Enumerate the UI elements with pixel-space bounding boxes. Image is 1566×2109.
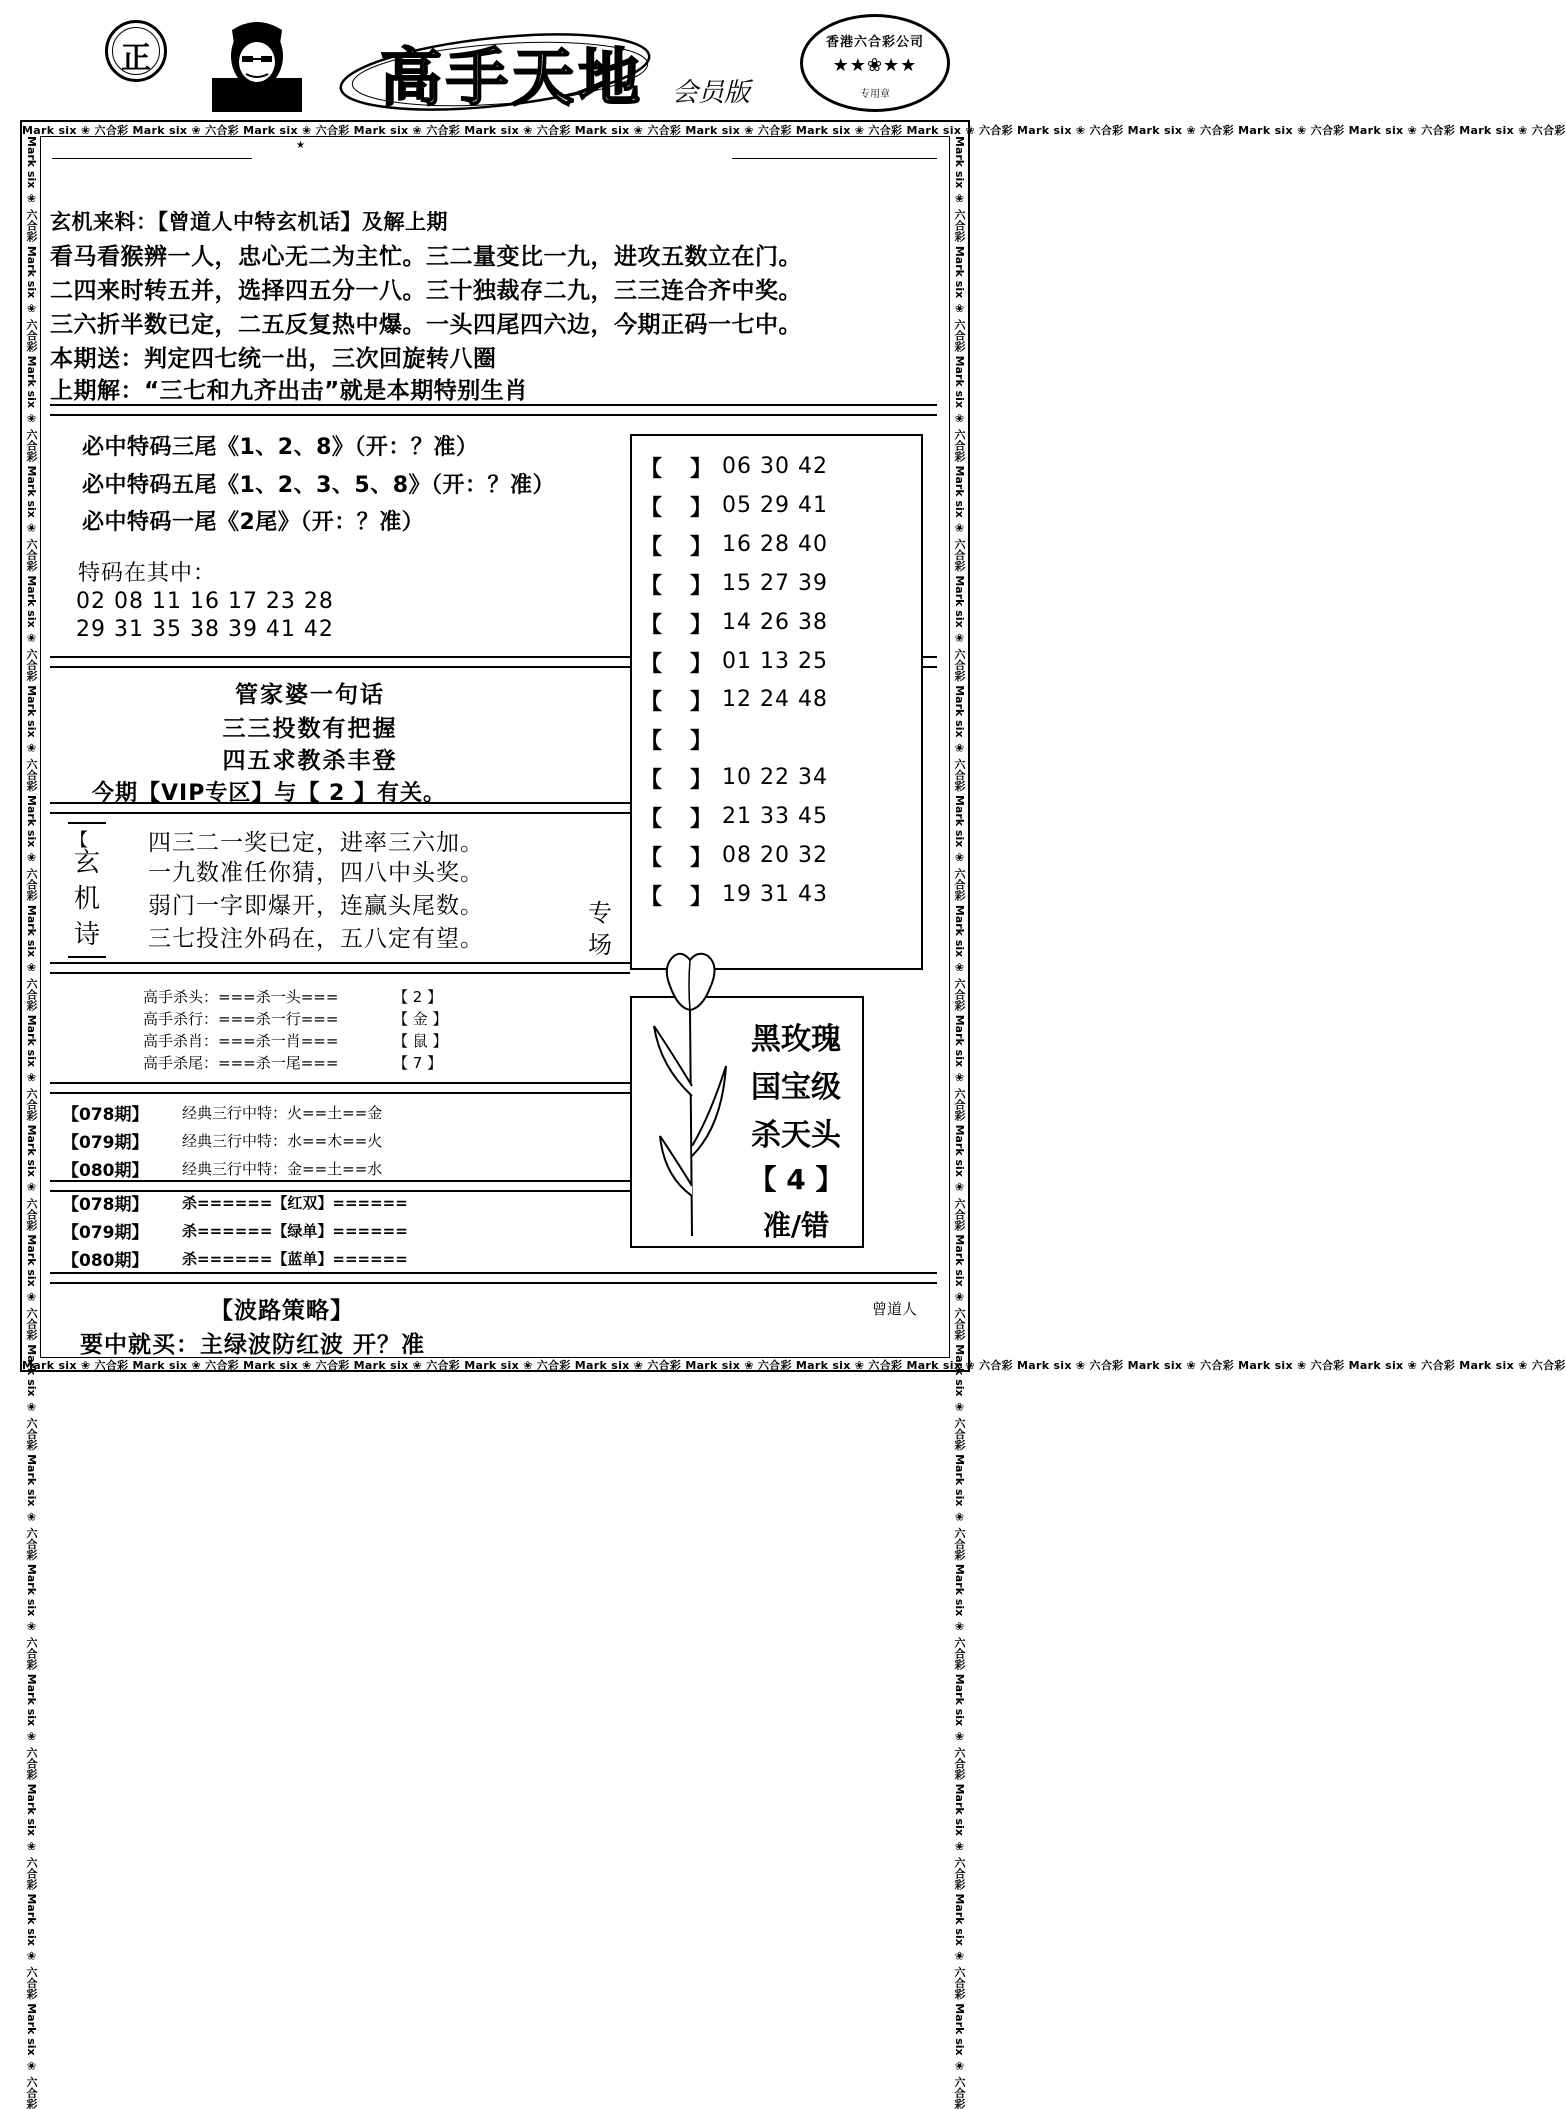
grid-row — [640, 724, 910, 758]
grid-bracket-left: 【 — [640, 884, 663, 910]
riddle-line-1: 看马看猴辨一人，忠心无二为主忙。三二量变比一九，进攻五数立在门。 — [50, 244, 802, 270]
special-label: 特码在其中： — [78, 561, 217, 586]
grid-bracket-left: 【 — [640, 573, 663, 599]
divider-1 — [50, 404, 937, 416]
riddle-head: 玄机来料：【曾道人中特玄机话】及解上期 — [50, 210, 448, 234]
poem-line-1: 四三二一奖已定，进率三六加。 — [148, 830, 484, 856]
badge-text: 正 — [121, 41, 151, 76]
grid-bracket-right: 】 — [690, 768, 713, 794]
top-rule-star-icon: ★ — [296, 140, 305, 151]
grid-numbers: 10 22 34 — [722, 765, 828, 791]
grid-bracket-left: 【 — [640, 612, 663, 638]
grid-bracket-right: 】 — [690, 495, 713, 521]
tails-section — [82, 428, 627, 538]
housekeeper-title: 管家婆一句话 — [235, 682, 385, 708]
rose-box — [630, 996, 864, 1248]
element-text-1: 经典三行中特：火==土==金 — [182, 1104, 383, 1122]
seal-subtext: 专用章 — [860, 89, 890, 100]
special-row-2: 29 31 35 38 39 41 42 — [76, 617, 334, 642]
tail-pick-5: 必中特码五尾《1、2、3、5、8》（开：？准） — [82, 473, 556, 498]
riddle-send: 本期送：判定四七统一出，三次回旋转八圈 — [50, 346, 497, 372]
wave-text: 要中就买：主绿波防红波 开？准 — [80, 1332, 426, 1358]
grid-bracket-right: 】 — [690, 612, 713, 638]
grid-row — [640, 608, 910, 642]
grid-numbers: 05 29 41 — [722, 492, 828, 518]
grid-bracket-right: 】 — [690, 729, 713, 755]
grid-numbers: 12 24 48 — [722, 687, 828, 713]
grid-numbers: 15 27 39 — [722, 570, 828, 596]
grid-row — [640, 452, 910, 486]
colors-section — [62, 1190, 622, 1274]
rose-line-2: 国宝级 — [751, 1070, 841, 1105]
housekeeper-line-1: 三三投数有把握 — [222, 716, 398, 742]
divider-3 — [50, 802, 630, 814]
kill-element-value: 【 金 】 — [393, 1010, 448, 1028]
kill-head-value: 【 2 】 — [393, 988, 443, 1006]
rose-line-5: 准/错 — [762, 1209, 830, 1242]
header — [0, 0, 988, 122]
tail-pick-1: 必中特码一尾《2尾》（开：？准） — [82, 510, 425, 535]
grid-row — [640, 880, 910, 914]
grid-row — [640, 530, 910, 564]
poem-tag-char-1: 玄 — [74, 848, 101, 878]
poem-tag-bracket-top: 【 — [70, 830, 88, 851]
grid-row — [640, 763, 910, 797]
rose-line-1: 黑玫瑰 — [751, 1022, 841, 1057]
zone-char-2: 场 — [588, 931, 612, 959]
riddle-line-3: 三六折半数已定，二五反复热中爆。一头四尾四六边，今期正码一七中。 — [50, 312, 802, 338]
kill-tail-value: 【 7 】 — [393, 1054, 443, 1072]
poem-line-3: 弱门一字即爆开，连赢头尾数。 — [148, 893, 484, 919]
special-row-1: 02 08 11 16 17 23 28 — [76, 589, 334, 614]
seal-stars: ★★❀★★ — [832, 55, 918, 76]
housekeeper-line-2: 四五求教杀丰登 — [222, 748, 398, 774]
grid-numbers: 21 33 45 — [722, 804, 828, 830]
grid-numbers: 14 26 38 — [722, 609, 828, 635]
grid-bracket-right: 】 — [690, 573, 713, 599]
rose-line-4: 【 4 】 — [748, 1163, 844, 1196]
border-band-top: Mark six ❀ 六合彩 Mark six ❀ 六合彩 Mark six ❀ 六合彩 Mark six ❀ 六合彩 Mark six ❀ 六合彩 Mark six ❀ 六合彩 Mark six ❀ 六合彩 Mark six ❀ 六合彩 Mark six ❀ 六合彩 Mark six ❀ 六合彩 Mark six ❀ 六合彩 Mark six ❀ 六合彩 Mark six ❀ 六合彩 Mark six ❀ 六合彩 — [22, 124, 1566, 137]
color-text-3: 杀======【蓝单】====== — [182, 1250, 408, 1268]
tulip-icon — [640, 946, 732, 1246]
grid-numbers: 16 28 40 — [722, 531, 828, 557]
color-period-3: 【080期】 — [62, 1251, 149, 1271]
grid-bracket-right: 】 — [690, 457, 713, 482]
grid-row — [640, 647, 910, 681]
kill-zodiac-value: 【 鼠 】 — [393, 1032, 448, 1050]
grid-bracket-left: 【 — [640, 768, 663, 794]
poem-line-2: 一九数准任你猜，四八中头奖。 — [148, 860, 484, 886]
wave-title: 【波路策略】 — [210, 1298, 354, 1324]
rose-line-3: 杀天头 — [751, 1118, 841, 1153]
element-period-3: 【080期】 — [62, 1161, 149, 1181]
kill-element-label: 高手杀行：===杀一行=== — [143, 1010, 339, 1028]
grid-bracket-right: 】 — [690, 884, 713, 910]
portrait-image — [212, 18, 302, 112]
badge-circle — [105, 20, 167, 82]
top-rule-right — [732, 158, 937, 159]
grid-row — [640, 569, 910, 603]
grid-bracket-left: 【 — [640, 495, 663, 521]
color-text-1: 杀======【红双】====== — [182, 1194, 408, 1212]
grid-row — [640, 841, 910, 875]
element-text-3: 经典三行中特：金==土==水 — [182, 1160, 383, 1178]
number-grid-box — [630, 434, 923, 970]
riddle-section — [50, 200, 950, 404]
grid-bracket-left: 【 — [640, 690, 663, 716]
color-period-2: 【079期】 — [62, 1223, 149, 1243]
kill-head-label: 高手杀头：===杀一头=== — [143, 988, 339, 1006]
border-band-bottom: Mark six ❀ 六合彩 Mark six ❀ 六合彩 Mark six ❀ 六合彩 Mark six ❀ 六合彩 Mark six ❀ 六合彩 Mark six ❀ 六合彩 Mark six ❀ 六合彩 Mark six ❀ 六合彩 Mark six ❀ 六合彩 Mark six ❀ 六合彩 Mark six ❀ 六合彩 Mark six ❀ 六合彩 Mark six ❀ 六合彩 Mark six ❀ 六合彩 — [22, 1359, 1566, 1372]
company-seal — [800, 14, 950, 112]
grid-numbers: 08 20 32 — [722, 843, 828, 868]
wave-author: 曾道人 — [872, 1300, 918, 1318]
grid-numbers: 19 31 43 — [722, 881, 828, 907]
housekeeper-vip: 今期【VIP专区】与【 2 】有关。 — [92, 781, 446, 806]
grid-row — [640, 802, 910, 836]
grid-bracket-left: 【 — [640, 846, 663, 871]
color-period-1: 【078期】 — [62, 1195, 149, 1215]
page-title: 高手天地 — [380, 41, 645, 114]
element-period-1: 【078期】 — [62, 1105, 149, 1125]
edition-label: 会员版 — [672, 78, 751, 108]
poem-tag-char-3: 诗 — [74, 920, 101, 950]
border-band-left: Mark six ❀ 六合彩 Mark six ❀ 六合彩 Mark six ❀ 六合彩 Mark six ❀ 六合彩 Mark six ❀ 六合彩 Mark six ❀ 六合彩 Mark six ❀ 六合彩 Mark six ❀ 六合彩 Mark six ❀ 六合彩 Mark six ❀ 六合彩 Mark six ❀ 六合彩 Mark six ❀ 六合彩 Mark six ❀ 六合彩 Mark six ❀ 六合彩 Mark six ❀ 六合彩 Mark six ❀ 六合彩 Mark six ❀ 六合彩 Mark six ❀ 六合彩 — [25, 136, 38, 2109]
grid-bracket-right: 】 — [690, 534, 713, 560]
grid-numbers: 06 30 42 — [722, 454, 828, 479]
grid-bracket-left: 【 — [640, 651, 663, 677]
elements-section — [62, 1100, 622, 1184]
divider-4 — [50, 962, 630, 974]
riddle-last: 上期解：“三七和九齐出击”就是本期特别生肖 — [50, 378, 528, 404]
element-text-2: 经典三行中特：水==木==火 — [182, 1132, 383, 1150]
grid-bracket-left: 【 — [640, 457, 663, 482]
divider-7 — [50, 1272, 937, 1284]
tail-pick-3: 必中特码三尾《1、2、8》（开：？准） — [82, 435, 479, 460]
color-text-2: 杀======【绿单】====== — [182, 1222, 408, 1240]
zone-char-1: 专 — [588, 899, 612, 927]
divider-5 — [50, 1082, 630, 1094]
border-band-right: Mark six ❀ 六合彩 Mark six ❀ 六合彩 Mark six ❀ 六合彩 Mark six ❀ 六合彩 Mark six ❀ 六合彩 Mark six ❀ 六合彩 Mark six ❀ 六合彩 Mark six ❀ 六合彩 Mark six ❀ 六合彩 Mark six ❀ 六合彩 Mark six ❀ 六合彩 Mark six ❀ 六合彩 Mark six ❀ 六合彩 Mark six ❀ 六合彩 Mark six ❀ 六合彩 Mark six ❀ 六合彩 Mark six ❀ 六合彩 Mark six ❀ 六合彩 — [953, 136, 966, 2109]
poem-tag-char-2: 机 — [74, 884, 101, 914]
poem-line-4: 三七投注外码在，五八定有望。 — [148, 926, 484, 952]
top-rule-left — [52, 158, 252, 159]
grid-numbers: 01 13 25 — [722, 648, 828, 674]
element-period-2: 【079期】 — [62, 1133, 149, 1153]
kill-tail-label: 高手杀尾：===杀一尾=== — [143, 1054, 339, 1072]
kill-zodiac-label: 高手杀肖：===杀一肖=== — [143, 1032, 339, 1050]
grid-bracket-right: 】 — [690, 807, 713, 833]
grid-bracket-right: 】 — [690, 690, 713, 716]
grid-row — [640, 491, 910, 525]
grid-bracket-left: 【 — [640, 534, 663, 560]
seal-text: 香港六合彩公司 — [825, 35, 924, 50]
poem-lines — [148, 824, 608, 954]
grid-bracket-right: 】 — [690, 846, 713, 871]
grid-row — [640, 685, 910, 719]
housekeeper-section — [60, 670, 620, 806]
grid-bracket-right: 】 — [690, 651, 713, 677]
grid-bracket-left: 【 — [640, 729, 663, 755]
riddle-line-2: 二四来时转五并，选择四五分一八。三十独裁存二九，三三连合齐中奖。 — [50, 278, 802, 304]
poem-tag — [68, 822, 106, 958]
grid-bracket-left: 【 — [640, 807, 663, 833]
kills-section — [143, 986, 473, 1076]
